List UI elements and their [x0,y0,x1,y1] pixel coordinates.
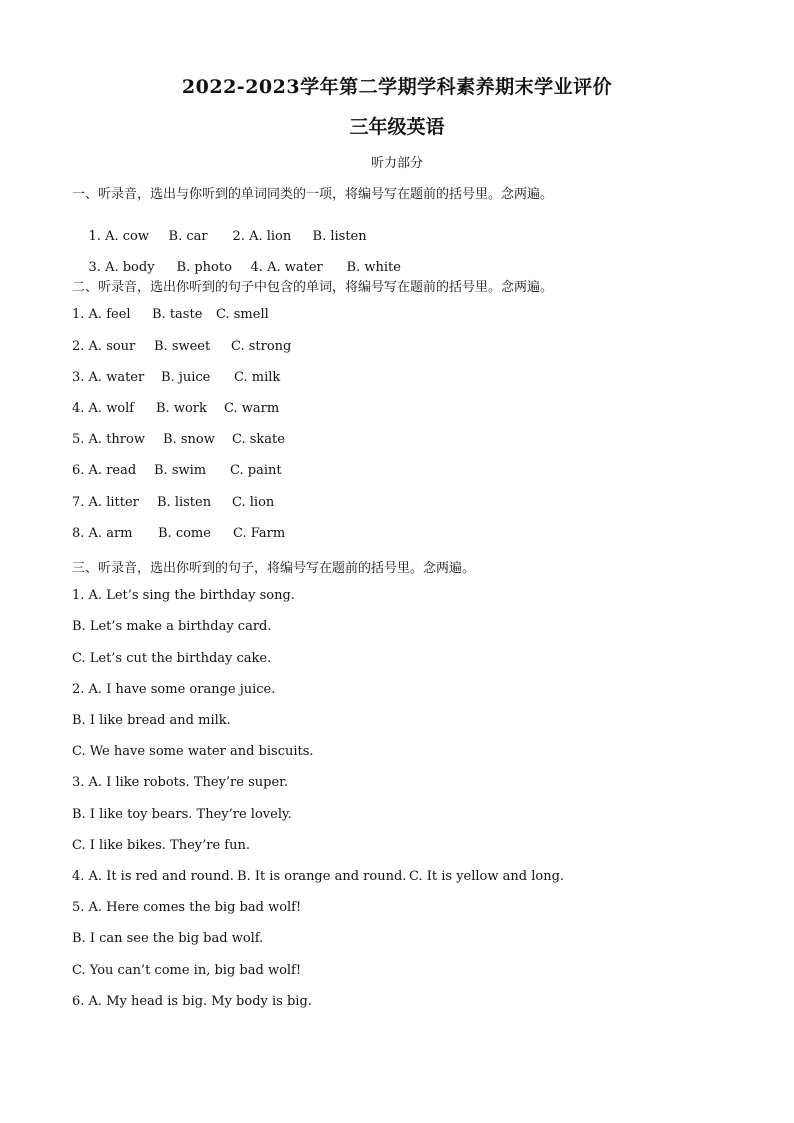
option: B. sweet [154,339,211,354]
option: 7. A. litter [72,495,139,510]
exam-subtitle: 三年级英语 [349,116,445,138]
sentence-line: B. I can see the big bad wolf. [72,931,264,946]
option: 4. A. It is red and round. [72,869,234,884]
option: 3. A. water [72,370,145,385]
option: B. It is orange and round. [237,869,407,884]
sentence-line: C. I like bikes. They’re fun. [72,838,250,853]
option: C. paint [230,463,282,478]
option: B. swim [154,463,207,478]
option: C. Farm [233,526,286,541]
option: B. juice [161,370,211,385]
option: 1. A. feel [72,307,131,322]
option: C. warm [224,401,280,416]
section2-row [72,495,274,510]
option: C. strong [231,339,292,354]
option: 6. A. read [72,463,137,478]
sentence-line: B. I like toy bears. They’re lovely. [72,807,292,822]
section2-row [72,526,285,541]
option: B. taste [152,307,203,322]
option: B. photo [176,260,232,275]
option: B. white [346,260,401,275]
option: B. listen [157,495,212,510]
sentence-line: 6. A. My head is big. My body is big. [72,994,312,1009]
option: 8. A. arm [72,526,133,541]
option: B. car [168,229,208,244]
section1-heading: 一、听录音，选出与你听到的单词同类的一项，将编号写在题前的括号里。念两遍。 [72,187,554,202]
option: 3. A. body [88,260,155,275]
option: B. snow [163,432,215,447]
option: 4. A. wolf [72,401,135,416]
sentence-line: 3. A. I like robots. They’re super. [72,775,289,790]
option: C. skate [232,432,285,447]
section2-row [72,463,282,478]
sentence-line: B. Let’s make a birthday card. [72,619,272,634]
section2-row [72,401,279,416]
option: C. It is yellow and long. [409,869,565,884]
sentence-line: B. I like bread and milk. [72,713,231,728]
sentence-line: 1. A. Let’s sing the birthday song. [72,588,295,603]
section2-row [72,339,291,354]
sentence-line: C. We have some water and biscuits. [72,744,314,759]
sentence-line: 2. A. I have some orange juice. [72,682,276,697]
sentence-line: C. You can’t come in, big bad wolf! [72,963,302,978]
option: 2. A. sour [72,339,136,354]
option: 4. A. water [250,260,323,275]
section2-row [72,307,269,322]
option: C. milk [234,370,281,385]
sentence-row [72,869,564,884]
section2-row [72,432,285,447]
option: 2. A. lion [232,229,292,244]
sentence-line: C. Let’s cut the birthday cake. [72,651,272,666]
section2-heading: 二、听录音，选出你听到的句子中包含的单词，将编号写在题前的括号里。念两遍。 [72,280,554,295]
section2-row [72,370,280,385]
option: C. lion [232,495,275,510]
option: 5. A. throw [72,432,145,447]
section3-heading: 三、听录音，选出你听到的句子，将编号写在题前的括号里。念两遍。 [72,561,476,576]
option: B. come [158,526,211,541]
option: 1. A. cow [88,229,149,244]
exam-title: 2022-2023学年第二学期学科素养期末学业评价 [181,76,613,98]
option: B. listen [312,229,367,244]
option: B. work [156,401,207,416]
option: C. smell [216,307,269,322]
part-label: 听力部分 [370,156,423,171]
sentence-line: 5. A. Here comes the big bad wolf! [72,900,302,915]
